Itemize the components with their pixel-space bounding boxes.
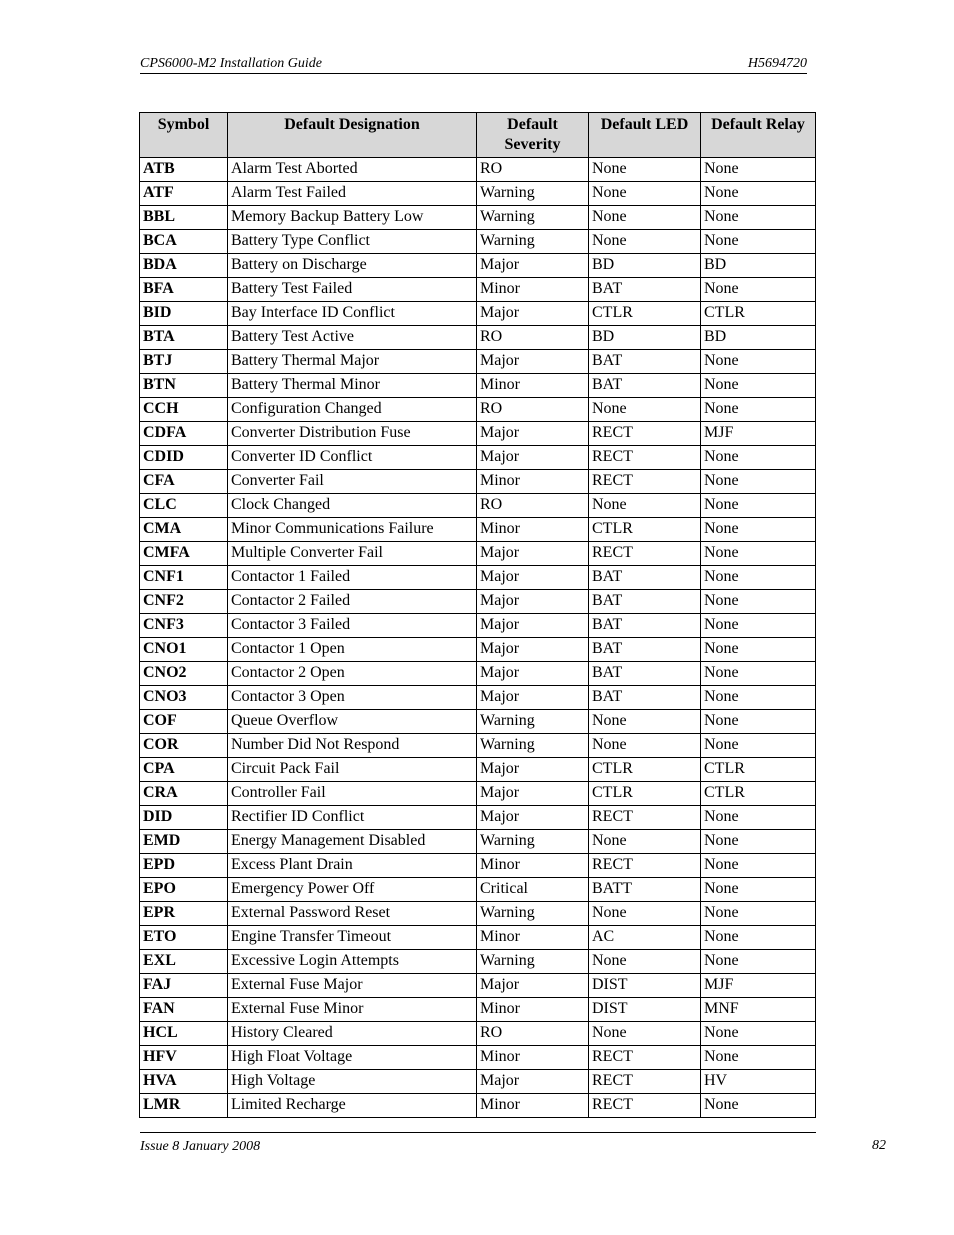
table-row — [140, 182, 816, 206]
table-row — [140, 566, 816, 590]
cell-relay: None — [701, 662, 816, 686]
cell-symbol: FAJ — [140, 974, 228, 998]
cell-designation: Converter Fail — [228, 470, 477, 494]
cell-symbol: ATF — [140, 182, 228, 206]
cell-designation: Clock Changed — [228, 494, 477, 518]
cell-severity: Warning — [477, 206, 589, 230]
cell-severity: Major — [477, 254, 589, 278]
cell-relay: None — [701, 230, 816, 254]
cell-designation: External Fuse Major — [228, 974, 477, 998]
table-row — [140, 854, 816, 878]
page-header — [140, 56, 807, 74]
document-number: H5694720 — [747, 56, 807, 71]
cell-severity: Major — [477, 1070, 589, 1094]
cell-led: RECT — [589, 1070, 701, 1094]
cell-relay: None — [701, 734, 816, 758]
cell-led: RECT — [589, 422, 701, 446]
column-header-symbol: Symbol — [140, 113, 228, 158]
cell-symbol: ATB — [140, 158, 228, 182]
cell-relay: None — [701, 1022, 816, 1046]
cell-severity: Minor — [477, 1046, 589, 1070]
cell-led: None — [589, 950, 701, 974]
cell-symbol: EPD — [140, 854, 228, 878]
cell-symbol: BTN — [140, 374, 228, 398]
cell-led: CTLR — [589, 518, 701, 542]
cell-designation: Contactor 3 Open — [228, 686, 477, 710]
cell-designation: Multiple Converter Fail — [228, 542, 477, 566]
table-row — [140, 758, 816, 782]
cell-designation: External Password Reset — [228, 902, 477, 926]
cell-severity: RO — [477, 494, 589, 518]
cell-severity: Minor — [477, 998, 589, 1022]
cell-designation: Excessive Login Attempts — [228, 950, 477, 974]
table-row — [140, 782, 816, 806]
cell-relay: CTLR — [701, 302, 816, 326]
page-footer — [140, 1132, 816, 1154]
table-row — [140, 1070, 816, 1094]
cell-designation: Contactor 2 Failed — [228, 590, 477, 614]
cell-severity: Warning — [477, 830, 589, 854]
cell-designation: Energy Management Disabled — [228, 830, 477, 854]
cell-relay: CTLR — [701, 758, 816, 782]
cell-designation: Converter Distribution Fuse — [228, 422, 477, 446]
cell-relay: None — [701, 350, 816, 374]
document-title: CPS6000-M2 Installation Guide — [140, 56, 322, 71]
page-number: 82 — [872, 1138, 886, 1153]
table-row — [140, 230, 816, 254]
cell-led: BAT — [589, 590, 701, 614]
table-row — [140, 446, 816, 470]
table-row — [140, 830, 816, 854]
cell-relay: None — [701, 182, 816, 206]
cell-led: BAT — [589, 662, 701, 686]
cell-symbol: CDID — [140, 446, 228, 470]
table-row — [140, 710, 816, 734]
cell-designation: Limited Recharge — [228, 1094, 477, 1118]
cell-symbol: LMR — [140, 1094, 228, 1118]
table-row — [140, 926, 816, 950]
table-row — [140, 398, 816, 422]
cell-severity: Major — [477, 638, 589, 662]
cell-symbol: HFV — [140, 1046, 228, 1070]
cell-symbol: FAN — [140, 998, 228, 1022]
cell-severity: Major — [477, 614, 589, 638]
cell-designation: Bay Interface ID Conflict — [228, 302, 477, 326]
cell-symbol: CNO1 — [140, 638, 228, 662]
cell-relay: None — [701, 398, 816, 422]
table-row — [140, 158, 816, 182]
cell-severity: Warning — [477, 710, 589, 734]
cell-severity: Critical — [477, 878, 589, 902]
cell-designation: Excess Plant Drain — [228, 854, 477, 878]
cell-led: AC — [589, 926, 701, 950]
cell-led: DIST — [589, 974, 701, 998]
cell-led: RECT — [589, 470, 701, 494]
cell-symbol: CCH — [140, 398, 228, 422]
column-header-led: Default LED — [589, 113, 701, 158]
cell-led: None — [589, 710, 701, 734]
cell-severity: Major — [477, 806, 589, 830]
cell-relay: None — [701, 830, 816, 854]
cell-designation: Converter ID Conflict — [228, 446, 477, 470]
cell-led: None — [589, 398, 701, 422]
table-row — [140, 1094, 816, 1118]
cell-symbol: CDFA — [140, 422, 228, 446]
cell-designation: Engine Transfer Timeout — [228, 926, 477, 950]
cell-severity: Minor — [477, 854, 589, 878]
cell-symbol: EXL — [140, 950, 228, 974]
cell-relay: None — [701, 686, 816, 710]
cell-relay: MJF — [701, 422, 816, 446]
cell-relay: None — [701, 638, 816, 662]
cell-designation: Contactor 1 Open — [228, 638, 477, 662]
cell-led: DIST — [589, 998, 701, 1022]
cell-severity: Minor — [477, 1094, 589, 1118]
cell-symbol: CNF3 — [140, 614, 228, 638]
cell-relay: None — [701, 902, 816, 926]
cell-symbol: CNF2 — [140, 590, 228, 614]
table-row — [140, 254, 816, 278]
cell-led: BAT — [589, 278, 701, 302]
cell-relay: None — [701, 374, 816, 398]
cell-symbol: EPR — [140, 902, 228, 926]
cell-relay: None — [701, 446, 816, 470]
cell-symbol: CMA — [140, 518, 228, 542]
cell-led: BAT — [589, 686, 701, 710]
cell-symbol: BBL — [140, 206, 228, 230]
cell-relay: HV — [701, 1070, 816, 1094]
cell-designation: Circuit Pack Fail — [228, 758, 477, 782]
cell-relay: MNF — [701, 998, 816, 1022]
cell-severity: Major — [477, 662, 589, 686]
cell-led: RECT — [589, 806, 701, 830]
cell-severity: RO — [477, 158, 589, 182]
table-row — [140, 734, 816, 758]
cell-symbol: BDA — [140, 254, 228, 278]
cell-led: CTLR — [589, 302, 701, 326]
cell-severity: Major — [477, 686, 589, 710]
table-row — [140, 1022, 816, 1046]
table-row — [140, 326, 816, 350]
cell-designation: Contactor 1 Failed — [228, 566, 477, 590]
cell-severity: Warning — [477, 902, 589, 926]
cell-severity: Minor — [477, 518, 589, 542]
column-header-relay: Default Relay — [701, 113, 816, 158]
cell-designation: History Cleared — [228, 1022, 477, 1046]
table-row — [140, 470, 816, 494]
cell-designation: Queue Overflow — [228, 710, 477, 734]
cell-severity: Major — [477, 422, 589, 446]
cell-severity: Major — [477, 590, 589, 614]
cell-led: BAT — [589, 638, 701, 662]
cell-led: RECT — [589, 1046, 701, 1070]
table-body — [140, 158, 816, 1118]
table-row — [140, 422, 816, 446]
cell-led: RECT — [589, 542, 701, 566]
cell-led: None — [589, 182, 701, 206]
cell-led: None — [589, 830, 701, 854]
cell-relay: CTLR — [701, 782, 816, 806]
cell-symbol: HCL — [140, 1022, 228, 1046]
table-row — [140, 542, 816, 566]
cell-relay: None — [701, 806, 816, 830]
table-row — [140, 518, 816, 542]
cell-designation: Contactor 2 Open — [228, 662, 477, 686]
table-row — [140, 662, 816, 686]
table-row — [140, 950, 816, 974]
cell-relay: None — [701, 878, 816, 902]
cell-led: CTLR — [589, 758, 701, 782]
cell-symbol: COR — [140, 734, 228, 758]
table-row — [140, 206, 816, 230]
cell-led: BAT — [589, 566, 701, 590]
table-row — [140, 998, 816, 1022]
cell-severity: Minor — [477, 926, 589, 950]
cell-symbol: CFA — [140, 470, 228, 494]
cell-symbol: CLC — [140, 494, 228, 518]
cell-severity: Major — [477, 974, 589, 998]
cell-relay: None — [701, 854, 816, 878]
cell-severity: Major — [477, 302, 589, 326]
alarm-table — [139, 112, 816, 1118]
cell-relay: None — [701, 566, 816, 590]
table-row — [140, 350, 816, 374]
cell-relay: None — [701, 470, 816, 494]
cell-led: RECT — [589, 854, 701, 878]
cell-relay: None — [701, 518, 816, 542]
cell-led: None — [589, 158, 701, 182]
cell-severity: Warning — [477, 734, 589, 758]
cell-led: None — [589, 902, 701, 926]
cell-led: None — [589, 734, 701, 758]
cell-severity: Warning — [477, 950, 589, 974]
cell-designation: Alarm Test Failed — [228, 182, 477, 206]
cell-symbol: CNO2 — [140, 662, 228, 686]
cell-severity: RO — [477, 326, 589, 350]
issue-date: Issue 8 January 2008 — [140, 1139, 261, 1154]
cell-symbol: CMFA — [140, 542, 228, 566]
cell-led: BD — [589, 254, 701, 278]
cell-designation: Alarm Test Aborted — [228, 158, 477, 182]
cell-relay: None — [701, 710, 816, 734]
cell-designation: Configuration Changed — [228, 398, 477, 422]
cell-severity: Minor — [477, 278, 589, 302]
cell-designation: Battery Type Conflict — [228, 230, 477, 254]
cell-designation: Battery on Discharge — [228, 254, 477, 278]
cell-relay: BD — [701, 326, 816, 350]
cell-relay: None — [701, 614, 816, 638]
cell-symbol: CPA — [140, 758, 228, 782]
cell-designation: High Voltage — [228, 1070, 477, 1094]
cell-severity: Warning — [477, 182, 589, 206]
cell-designation: Battery Test Failed — [228, 278, 477, 302]
table-row — [140, 806, 816, 830]
table-row — [140, 374, 816, 398]
cell-designation: Emergency Power Off — [228, 878, 477, 902]
cell-symbol: BFA — [140, 278, 228, 302]
cell-symbol: BID — [140, 302, 228, 326]
cell-designation: Minor Communications Failure — [228, 518, 477, 542]
cell-relay: None — [701, 926, 816, 950]
cell-led: BAT — [589, 614, 701, 638]
cell-relay: None — [701, 158, 816, 182]
cell-led: None — [589, 206, 701, 230]
cell-symbol: BCA — [140, 230, 228, 254]
cell-designation: Contactor 3 Failed — [228, 614, 477, 638]
cell-severity: Minor — [477, 470, 589, 494]
table-row — [140, 614, 816, 638]
cell-severity: Minor — [477, 374, 589, 398]
table-row — [140, 878, 816, 902]
cell-symbol: COF — [140, 710, 228, 734]
cell-designation: Battery Thermal Minor — [228, 374, 477, 398]
cell-severity: Major — [477, 350, 589, 374]
cell-designation: High Float Voltage — [228, 1046, 477, 1070]
cell-relay: None — [701, 590, 816, 614]
cell-severity: Major — [477, 542, 589, 566]
table-header-row — [140, 113, 816, 158]
cell-designation: Memory Backup Battery Low — [228, 206, 477, 230]
table-row — [140, 974, 816, 998]
table-row — [140, 638, 816, 662]
cell-led: BAT — [589, 374, 701, 398]
cell-designation: Battery Test Active — [228, 326, 477, 350]
cell-severity: RO — [477, 1022, 589, 1046]
cell-symbol: BTJ — [140, 350, 228, 374]
cell-led: BATT — [589, 878, 701, 902]
table-row — [140, 686, 816, 710]
cell-relay: None — [701, 542, 816, 566]
cell-led: RECT — [589, 446, 701, 470]
cell-relay: None — [701, 206, 816, 230]
cell-symbol: ETO — [140, 926, 228, 950]
table-row — [140, 1046, 816, 1070]
cell-relay: None — [701, 1046, 816, 1070]
cell-severity: Warning — [477, 230, 589, 254]
cell-relay: MJF — [701, 974, 816, 998]
cell-led: CTLR — [589, 782, 701, 806]
table-row — [140, 590, 816, 614]
cell-severity: RO — [477, 398, 589, 422]
cell-led: None — [589, 494, 701, 518]
cell-severity: Major — [477, 446, 589, 470]
cell-severity: Major — [477, 758, 589, 782]
cell-designation: Rectifier ID Conflict — [228, 806, 477, 830]
cell-symbol: EMD — [140, 830, 228, 854]
cell-led: None — [589, 230, 701, 254]
cell-symbol: EPO — [140, 878, 228, 902]
cell-relay: None — [701, 950, 816, 974]
cell-designation: Controller Fail — [228, 782, 477, 806]
cell-symbol: CNO3 — [140, 686, 228, 710]
table-row — [140, 494, 816, 518]
cell-relay: None — [701, 1094, 816, 1118]
cell-symbol: BTA — [140, 326, 228, 350]
column-header-severity: Default Severity — [477, 113, 589, 158]
cell-symbol: CRA — [140, 782, 228, 806]
cell-led: RECT — [589, 1094, 701, 1118]
cell-severity: Major — [477, 566, 589, 590]
cell-symbol: HVA — [140, 1070, 228, 1094]
cell-designation: Number Did Not Respond — [228, 734, 477, 758]
cell-relay: None — [701, 494, 816, 518]
cell-designation: External Fuse Minor — [228, 998, 477, 1022]
cell-led: None — [589, 1022, 701, 1046]
table-row — [140, 278, 816, 302]
cell-relay: BD — [701, 254, 816, 278]
cell-relay: None — [701, 278, 816, 302]
table-row — [140, 902, 816, 926]
table-row — [140, 302, 816, 326]
cell-led: BD — [589, 326, 701, 350]
cell-led: BAT — [589, 350, 701, 374]
cell-severity: Major — [477, 782, 589, 806]
cell-symbol: CNF1 — [140, 566, 228, 590]
cell-symbol: DID — [140, 806, 228, 830]
cell-designation: Battery Thermal Major — [228, 350, 477, 374]
column-header-designation: Default Designation — [228, 113, 477, 158]
